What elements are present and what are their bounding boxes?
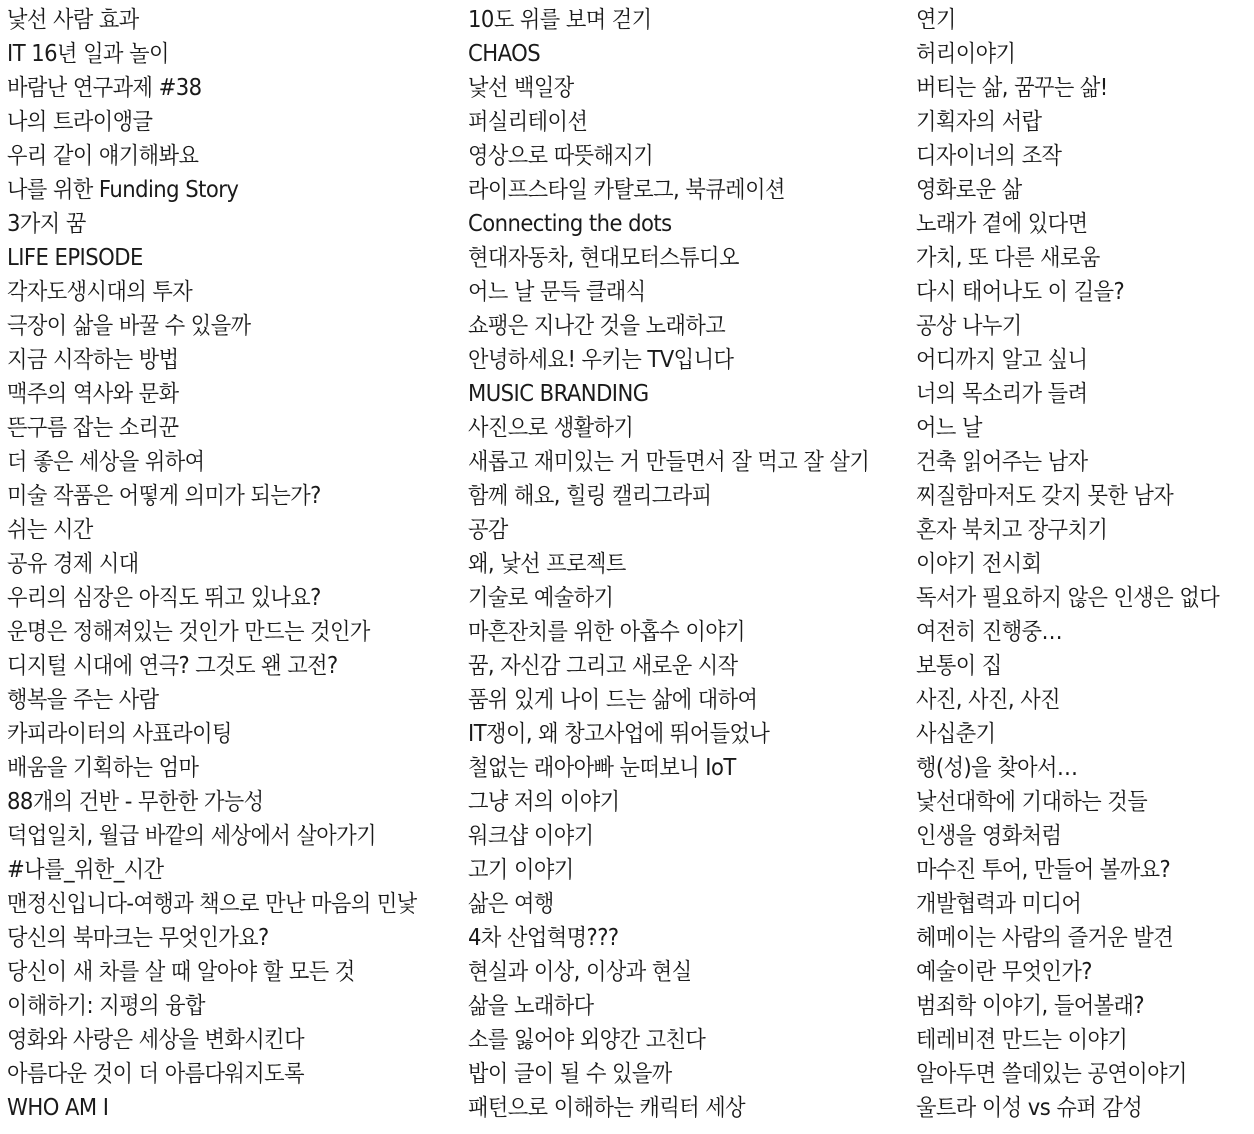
topic-item: 독서가 필요하지 않은 인생은 없다	[916, 585, 1220, 611]
topic-item: 덕업일치, 월급 바깥의 세상에서 살아가기	[7, 823, 376, 849]
topic-item: 개발협력과 미디어	[916, 891, 1082, 917]
topic-item: 영상으로 따뜻해지기	[468, 143, 654, 169]
topic-item: 기획자의 서랍	[916, 109, 1042, 135]
topic-item: 어느 날	[916, 415, 982, 441]
topic-item: 왜, 낯선 프로젝트	[468, 551, 626, 577]
topic-item: 카피라이터의 사표라이팅	[7, 721, 232, 747]
topic-item: 라이프스타일 카탈로그, 북큐레이션	[468, 177, 785, 203]
topic-item: 소를 잃어야 외양간 고친다	[468, 1027, 706, 1053]
topic-item: 미술 작품은 어떻게 의미가 되는가?	[7, 483, 321, 509]
topic-item: 너의 목소리가 들려	[916, 381, 1088, 407]
topic-item: 배움을 기획하는 엄마	[7, 755, 199, 781]
topic-item: 운명은 정해져있는 것인가 만드는 것인가	[7, 619, 370, 645]
topic-item: 어느 날 문득 클래식	[468, 279, 646, 305]
topic-item: 사십춘기	[916, 721, 996, 747]
topic-item: 찌질함마저도 갖지 못한 남자	[916, 483, 1174, 509]
topic-item: 행(성)을 찾아서…	[916, 755, 1078, 781]
topic-item: 마흔잔치를 위한 아홉수 이야기	[468, 619, 746, 645]
topic-item: 영화로운 삶	[916, 177, 1022, 203]
topic-item: 버티는 삶, 꿈꾸는 삶!	[916, 75, 1108, 101]
topic-column-2	[468, 3, 908, 1125]
topic-item: 나를 위한 Funding Story	[7, 177, 239, 203]
topic-item: 새롭고 재미있는 거 만들면서 잘 먹고 잘 살기	[468, 449, 870, 475]
topic-item: 이야기 전시회	[916, 551, 1042, 577]
topic-item: 낯선대학에 기대하는 것들	[916, 789, 1148, 815]
topic-item: MUSIC BRANDING	[468, 381, 649, 407]
topic-item: CHAOS	[468, 41, 541, 67]
topic-item: 울트라 이성 vs 슈퍼 감성	[916, 1095, 1143, 1121]
topic-item: 마수진 투어, 만들어 볼까요?	[916, 857, 1171, 883]
topic-item: 연기	[916, 7, 956, 33]
topic-item: 어디까지 알고 싶니	[916, 347, 1088, 373]
topic-item: 철없는 래아아빠 눈떠보니 IoT	[468, 755, 736, 781]
topic-item: 88개의 건반 - 무한한 가능성	[7, 789, 264, 815]
topic-item: 밥이 글이 될 수 있을까	[468, 1061, 672, 1087]
topic-item: 지금 시작하는 방법	[7, 347, 179, 373]
topic-item: 함께 해요, 힐링 캘리그라피	[468, 483, 712, 509]
topic-item: 바람난 연구과제 #38	[7, 75, 202, 101]
topic-item: 쇼팽은 지나간 것을 노래하고	[468, 313, 726, 339]
topic-item: 우리의 심장은 아직도 뛰고 있나요?	[7, 585, 321, 611]
topic-item: 헤메이는 사람의 즐거운 발견	[916, 925, 1174, 951]
topic-item: 당신의 북마크는 무엇인가요?	[7, 925, 269, 951]
topic-item: 여전히 진행중…	[916, 619, 1063, 645]
topic-item: 쉬는 시간	[7, 517, 93, 543]
topic-item: LIFE EPISODE	[7, 245, 143, 271]
topic-item: 품위 있게 나이 드는 삶에 대하여	[468, 687, 758, 713]
topic-item: 공감	[468, 517, 508, 543]
topic-item: 낯선 사람 효과	[7, 7, 139, 33]
topic-item: 기술로 예술하기	[468, 585, 614, 611]
topic-item: IT 16년 일과 놀이	[7, 41, 169, 67]
topic-item: IT쟁이, 왜 창고사업에 뛰어들었나	[468, 721, 770, 747]
topic-item: 알아두면 쓸데있는 공연이야기	[916, 1061, 1187, 1087]
topic-item: 4차 산업혁명???	[468, 925, 619, 951]
topic-item: 현실과 이상, 이상과 현실	[468, 959, 692, 985]
topic-item: Connecting the dots	[468, 211, 672, 237]
topic-item: #나를_위한_시간	[7, 857, 164, 883]
topic-item: 건축 읽어주는 남자	[916, 449, 1088, 475]
topic-item: 혼자 북치고 장구치기	[916, 517, 1108, 543]
topic-item: 사진으로 생활하기	[468, 415, 634, 441]
topic-item: 10도 위를 보며 걷기	[468, 7, 652, 33]
topic-item: 아름다운 것이 더 아름다워지도록	[7, 1061, 304, 1087]
topic-item: 맨정신입니다-여행과 책으로 만난 마음의 민낯	[7, 891, 417, 917]
topic-item: 삶은 여행	[468, 891, 554, 917]
topic-item: 우리 같이 얘기해봐요	[7, 143, 199, 169]
topic-item: 각자도생시대의 투자	[7, 279, 193, 305]
topic-item: 삶을 노래하다	[468, 993, 594, 1019]
topic-item: 공유 경제 시대	[7, 551, 139, 577]
topic-item: 디지털 시대에 연극? 그것도 왠 고전?	[7, 653, 338, 679]
topic-item: 보통이 집	[916, 653, 1002, 679]
topic-item: 퍼실리테이션	[468, 109, 588, 135]
topic-item: 디자이너의 조작	[916, 143, 1062, 169]
topic-item: 극장이 삶을 바꿀 수 있을까	[7, 313, 251, 339]
topic-item: 더 좋은 세상을 위하여	[7, 449, 205, 475]
topic-item: 현대자동차, 현대모터스튜디오	[468, 245, 739, 271]
topic-item: 나의 트라이앵글	[7, 109, 153, 135]
topic-item: 다시 태어나도 이 길을?	[916, 279, 1125, 305]
topic-item: 맥주의 역사와 문화	[7, 381, 179, 407]
topic-item: 고기 이야기	[468, 857, 574, 883]
topic-item: 테레비젼 만드는 이야기	[916, 1027, 1128, 1053]
topic-item: 공상 나누기	[916, 313, 1022, 339]
topic-column-3	[916, 3, 1250, 1125]
topic-item: 워크샵 이야기	[468, 823, 594, 849]
topic-item: 뜬구름 잡는 소리꾼	[7, 415, 179, 441]
topic-item: 낯선 백일장	[468, 75, 574, 101]
topic-item: 범죄학 이야기, 들어볼래?	[916, 993, 1145, 1019]
topic-item: 영화와 사랑은 세상을 변화시킨다	[7, 1027, 304, 1053]
topic-item: 꿈, 자신감 그리고 새로운 시작	[468, 653, 738, 679]
topic-item: 이해하기: 지평의 융합	[7, 993, 205, 1019]
topic-item: 가치, 또 다른 새로움	[916, 245, 1100, 271]
topic-item: 예술이란 무엇인가?	[916, 959, 1092, 985]
topic-item: 사진, 사진, 사진	[916, 687, 1061, 713]
topic-column-1	[7, 3, 462, 1125]
topic-item: WHO AM I	[7, 1095, 109, 1121]
topic-item: 인생을 영화처럼	[916, 823, 1062, 849]
topic-item: 노래가 곁에 있다면	[916, 211, 1088, 237]
topic-item: 그냥 저의 이야기	[468, 789, 620, 815]
topic-item: 3가지 꿈	[7, 211, 86, 237]
topic-item: 행복을 주는 사람	[7, 687, 159, 713]
topic-item: 안녕하세요! 우키는 TV입니다	[468, 347, 734, 373]
topic-item: 패턴으로 이해하는 캐릭터 세상	[468, 1095, 746, 1121]
topic-item: 당신이 새 차를 살 때 알아야 할 모든 것	[7, 959, 355, 985]
topic-item: 허리이야기	[916, 41, 1016, 67]
